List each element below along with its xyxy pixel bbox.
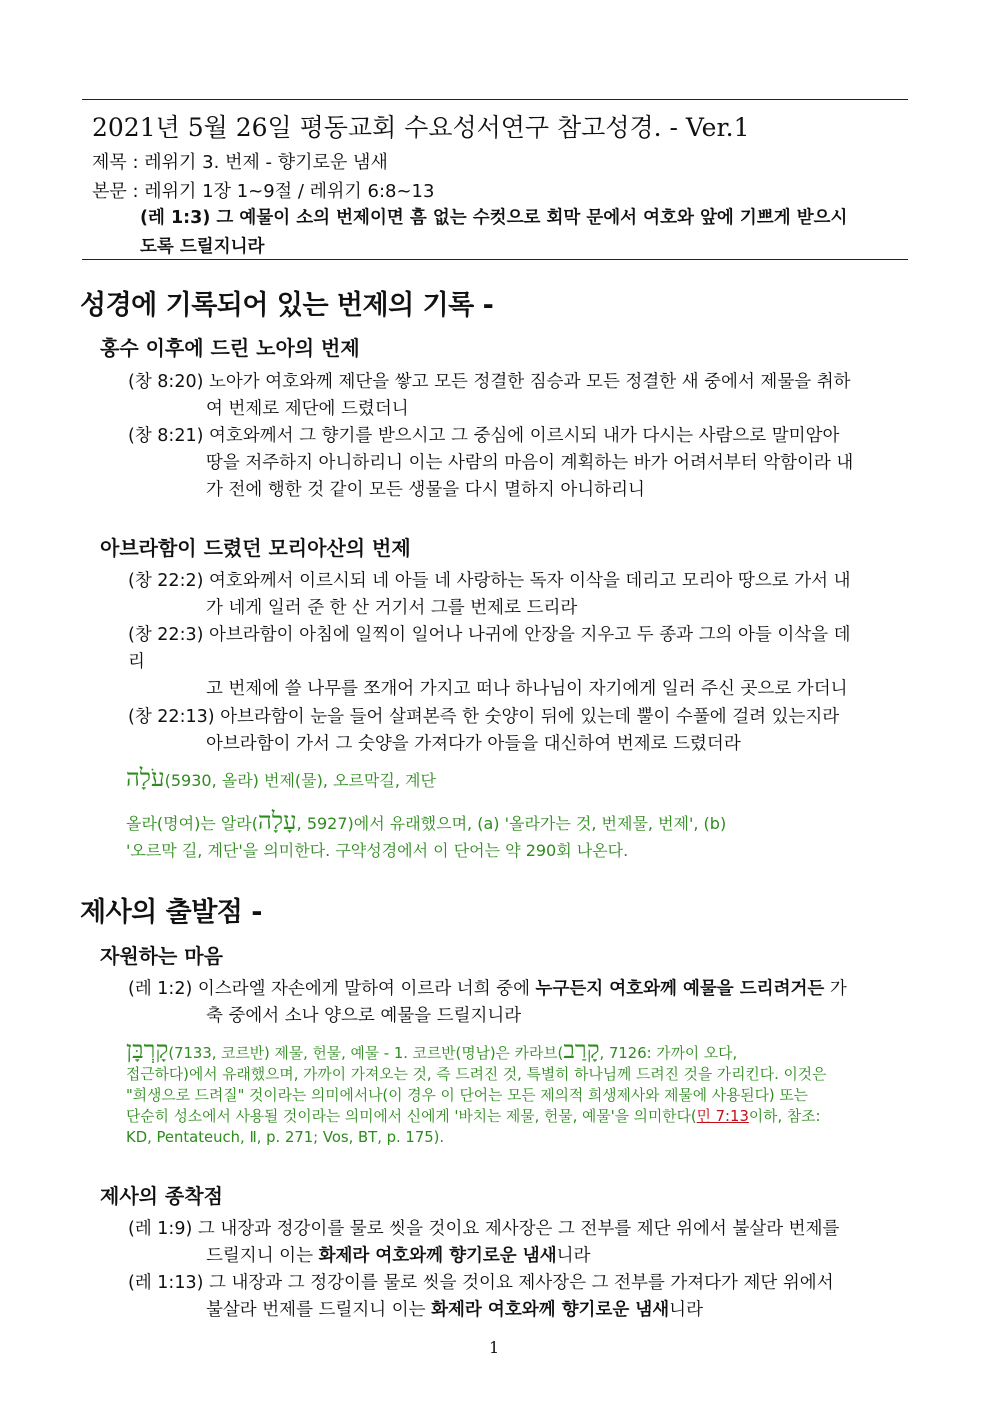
verse-text-bold: 화제라 여호와께 향기로운 냄새 (431, 1300, 670, 1320)
hebrew-word-olah: עֹלָה (126, 764, 165, 792)
verse-text: 가 (824, 979, 847, 999)
verse-text-cont: 아브라함이 가서 그 숫양을 가져다가 아들을 대신하여 번제로 드렸더라 (206, 734, 741, 754)
olah-note-text: '오르막 길, 계단'을 의미한다. 구약성경에서 이 단어는 약 290회 나온다. (126, 841, 629, 860)
qorban-text: , 7126: 가까이 오다, (599, 1045, 738, 1062)
subheading-end-point: 제사의 종착점 (100, 1184, 223, 1208)
qorban-text: 이하, 참조: (748, 1108, 821, 1125)
subheading-abraham: 아브라함이 드렸던 모리아산의 번제 (100, 536, 411, 560)
verse-text: 니라 (669, 1300, 703, 1320)
verse-ref: (레 1:2) (128, 979, 193, 999)
subheading-willing-heart: 자원하는 마음 (100, 944, 223, 968)
qorban-text: 접근하다)에서 유래했으며, 가까이 가져오는 것, 즉 드려진 것, 특별히 하나님께 드려진 것을 가리킨다. 이것은 (126, 1066, 827, 1083)
verse-text: 드릴지니 이는 (206, 1246, 319, 1266)
olah-note-text: 올라(명여)는 알라( (126, 814, 259, 833)
key-verse: (레 1:3) 그 예물이 소의 번제이면 흠 없는 수컷으로 회막 문에서 여호와 앞에 기쁘게 받으시도록 드릴지니라 (140, 208, 848, 257)
olah-note (126, 808, 866, 864)
verse-text: 그 내장과 정강이를 물로 씻을 것이요 제사장은 그 전부를 제단 위에서 불살라 번제를 (197, 1219, 840, 1239)
header-top-rule (82, 99, 908, 100)
verse-text-cont (128, 1243, 863, 1270)
verse-text-cont (128, 1297, 863, 1324)
qorban-text: (7133, 코르반) 제물, 헌물, 예물 - 1. 코르반(명남)은 카라브( (168, 1045, 564, 1062)
hebrew-word-alah: עָלָה (258, 807, 297, 835)
qorban-note (126, 1036, 866, 1148)
verse-ref: (창 22:13) (128, 707, 215, 727)
verse-gen-22-13 (128, 704, 863, 758)
header-bottom-rule (82, 259, 908, 260)
verse-gen-22-2 (128, 568, 863, 622)
verse-text-cont: 축 중에서 소나 양으로 예물을 드릴지니라 (206, 1006, 522, 1026)
verse-ref: (창 22:2) (128, 571, 204, 591)
verse-text: 여호와께서 그 향기를 받으시고 그 중심에 이르시되 내가 다시는 사람으로 말미암아 (209, 426, 840, 446)
verse-gen-8-21 (128, 423, 863, 504)
qorban-text: KD, Pentateuch, Ⅱ, p. 271; Vos, BT, p. 175). (126, 1129, 445, 1146)
verse-text: 그 내장과 그 정강이를 물로 씻을 것이요 제사장은 그 전부를 가져다가 제단 위에서 (209, 1273, 834, 1293)
verse-ref: (창 8:21) (128, 426, 204, 446)
verse-lev-1-9 (128, 1216, 863, 1270)
verse-lev-1-13 (128, 1270, 863, 1324)
verse-text-bold: 화제라 여호와께 향기로운 냄새 (318, 1246, 557, 1266)
verse-ref: (창 22:3) (128, 625, 204, 645)
verse-ref: (창 8:20) (128, 372, 204, 392)
verse-lev-1-2 (128, 976, 863, 1030)
verse-text-cont: 땅을 저주하지 아니하리니 이는 사람의 마음이 계획하는 바가 어려서부터 악함이라 내 (206, 453, 854, 473)
verse-text: 노아가 여호와께 제단을 쌓고 모든 정결한 짐승과 모든 정결한 새 중에서 제물을 취하 (209, 372, 851, 392)
verse-text-cont: 가 네게 일러 준 한 산 거기서 그를 번제로 드리라 (206, 598, 578, 618)
olah-note-text: , 5927)에서 유래했으며, (a) '올라가는 것, 번제물, 번제', (b) (296, 814, 727, 833)
verse-text-cont: 여 번제로 제단에 드렸더니 (206, 399, 409, 419)
verse-text: 불살라 번제를 드릴지니 이는 (206, 1300, 432, 1320)
qorban-text: 단순히 성소에서 사용될 것이라는 의미에서 신에게 '바치는 제물, 헌물, 예물'을 의미한다( (126, 1108, 697, 1125)
qorban-text: "희생으로 드려질" 것이라는 의미에서나(이 경우 이 단어는 모든 제의적 희생제사와 제물에 사용된다) 또는 (126, 1087, 808, 1104)
verse-gen-22-3 (128, 622, 863, 703)
hebrew-word-qorban: קָרְבָּן (126, 1036, 169, 1064)
section-heading-starting-point: 제사의 출발점 - (80, 897, 262, 928)
sermon-text: 본문 : 레위기 1장 1~9절 / 레위기 6:8~13 (92, 181, 435, 202)
subheading-noah: 홍수 이후에 드린 노아의 번제 (100, 336, 360, 360)
verse-text: 여호와께서 이르시되 네 아들 네 사랑하는 독자 이삭을 데리고 모리아 땅으로 가서 내 (209, 571, 851, 591)
olah-definition (126, 765, 866, 794)
verse-gen-8-20 (128, 369, 863, 423)
cross-reference-link[interactable]: 민 7:13 (696, 1108, 749, 1125)
sermon-subject: 제목 : 레위기 3. 번제 - 향기로운 냄새 (92, 152, 388, 173)
olah-def-text: (5930, 올라) 번제(물), 오르막길, 계단 (164, 771, 436, 790)
document-title: 2021년 5월 26일 평동교회 수요성서연구 참고성경. - Ver.1 (92, 113, 750, 142)
page-number: 1 (489, 1338, 500, 1357)
verse-text-cont: 가 전에 행한 것 같이 모든 생물을 다시 멸하지 아니하리니 (206, 480, 645, 500)
verse-text: 아브라함이 아침에 일찍이 일어나 나귀에 안장을 지우고 두 종과 그의 아들 이삭을 데리 (128, 625, 851, 672)
verse-text: 이스라엘 자손에게 말하여 이르라 너희 중에 (197, 979, 536, 999)
section-heading-records: 성경에 기록되어 있는 번제의 기록 - (80, 290, 494, 321)
verse-text-bold: 누구든지 여호와께 예물을 드리려거든 (535, 979, 825, 999)
verse-ref: (레 1:13) (128, 1273, 204, 1293)
verse-text: 아브라함이 눈을 들어 살펴본즉 한 숫양이 뒤에 있는데 뿔이 수풀에 걸려 있는지라 (220, 707, 840, 727)
hebrew-word-qarab: קָרַב (563, 1036, 600, 1064)
verse-text: 니라 (556, 1246, 591, 1266)
verse-ref: (레 1:9) (128, 1219, 193, 1239)
verse-text-cont: 고 번제에 쓸 나무를 쪼개어 가지고 떠나 하나님이 자기에게 일러 주신 곳으로 가더니 (206, 679, 848, 699)
